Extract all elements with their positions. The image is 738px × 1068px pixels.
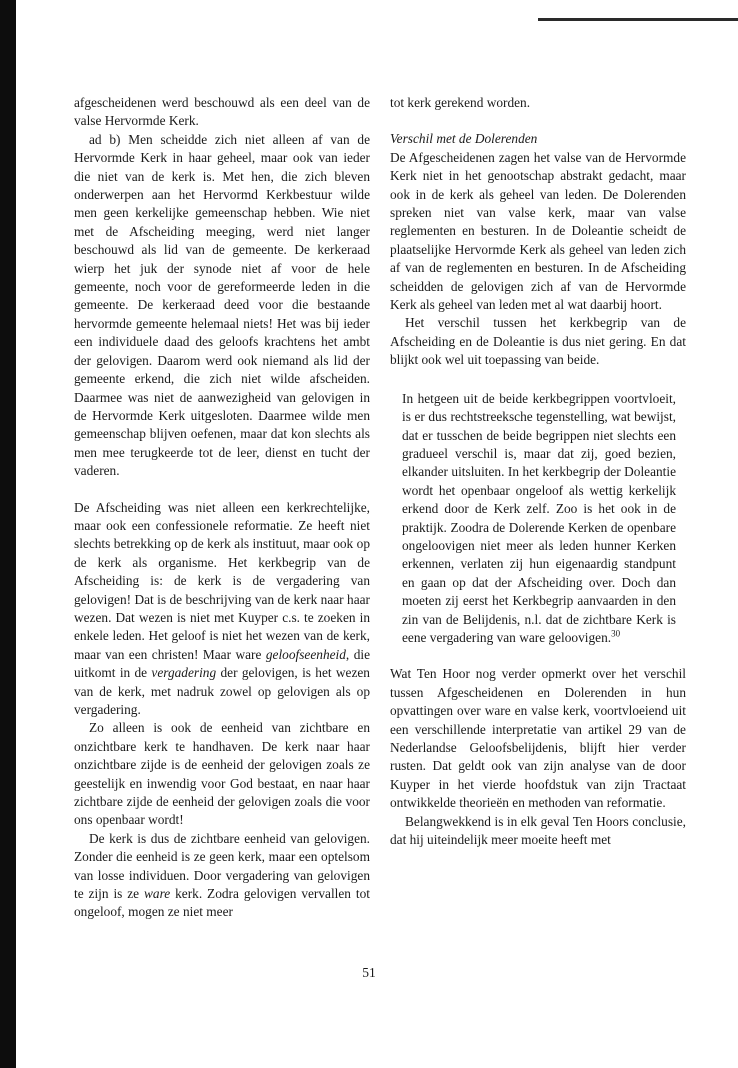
paragraph-5-text-a: De kerk is dus de zichtbare eenheid van gelovigen. Zonder die eenheid is ze geen kerk, maar een optelsom van losse individuen. Door vergadering van gelovigen te zijn is ze (74, 830, 370, 902)
paragraph-2: ad b) Men scheidde zich niet alleen af van de Hervormde Kerk in haar geheel, maar ook van ieder die niet van de kerk is. Met hen, die zich bleven onderwerpen aan het Hervormd Kerkbestuur wilde men geen kerkelijke gemeenschap hebben. Wie niet met de Afscheiding meeging, werd niet langer beschouwd als lid van de gemeente. De kerkeraad wierp het juk der synode niet af voor de hele gemeente, noch voor de gereformeerde leden in die gemeente. De kerkeraad deed voor die bestaande hervormde gemeente helemaal niets! Het was bij ieder een individuele daad des geloofs krachtens het ambt der gelovigen. Daarom werd ook niemand als lid der gemeente erkend, die zich niet wilde afscheiden. Daarmee was niet de aanwezigheid van gelovigen in de Hervormde Kerk uitgesloten. Daarmee wilde men gemeenschap blijven oefenen, maar dat kon slechts als men mee terugkeerde tot de leer, dienst en tucht der vaderen. (74, 131, 370, 479)
paragraph-3-emphasis-2: vergadering (151, 665, 217, 681)
paragraph-verschil: Het verschil tussen het kerkbegrip van de Afscheiding en de Doleantie is dus niet gering. En dat blijkt ook wel uit toepassing van beide. (390, 315, 686, 368)
paragraph-3 (74, 499, 370, 720)
section-heading: Verschil met de Dolerenden (390, 131, 538, 147)
paragraph-3-emphasis-1: geloofseenheid (265, 646, 346, 662)
left-column (74, 94, 370, 922)
block-quote-text: In hetgeen uit de beide kerkbegrippen voortvloeit, is er dus rechtstreeksche tegenstelling, wat bewijst, dat er tusschen de beide begrippen niet slechts een gradueel verschil is, maar dat zij, goed bezien, elkander uitsluiten. In het kerkbegrip der Doleantie wordt het openbaar ongeloof als wettig kerkelijk erkend door de Kerk zelf. Zoo is het ook in de praktijk. Zoodra de Dolerende Kerken de openbare ongeloovigen niet meer als leden hunner Kerken erkennen, verlaten zij hun eigenaardig standpunt en gaan op dat der Afscheiding over. Doch dan moeten zij eerst het Kerkbegrip aanvaarden in den zin van de Belijdenis, n.l. dat de zichtbare Kerk is eene vergadering van ware geloovigen. (402, 390, 676, 645)
paragraph-5-emphasis: ware (144, 886, 171, 902)
paragraph-conclusie: Belangwekkend is in elk geval Ten Hoors conclusie, dat hij uiteindelijk meer moeite heeft met (390, 813, 686, 848)
paragraph-afgescheidenen: De Afgescheidenen zagen het valse van de Hervormde Kerk niet in het genootschap abstrakt gedacht, maar ook in de kerk als geheel van leden. De Dolerenden spreken niet van valse kerk, maar van valse reglementen en besturen. In de Doleantie scheidt de plaatselijke Hervormde Kerk als geheel van leden zich af van de reglementen en besturen. In de Afscheiding scheidden de gelovigen zich af van de Hervormde Kerk als geheel van leden met al wat daarbij hoort. (390, 149, 686, 313)
paragraph-continuation: tot kerk gerekend worden. (390, 95, 531, 110)
paragraph-ten-hoor: Wat Ten Hoor nog verder opmerkt over het verschil tussen Afgescheidenen en Dolerenden in hun opvattingen over ware en valse kerk, voortvloeiend uit een verschillende interpretatie van artikel 29 van de Nederlandse Geloofsbelijdenis, blijft hier verder rusten. Dat geldt ook van zijn analyse van de door Kuyper in het vierde hoofdstuk van zijn Tractaat ontwikkelde theorieën en methoden van reformatie. (390, 666, 686, 811)
right-column (390, 94, 686, 849)
paragraph-3-text-c: der gelovigen, is het wezen van de kerk, met nadruk zowel op gelovigen als op vergadering. (74, 665, 370, 717)
paragraph-5 (74, 830, 370, 922)
paragraph-5-text-b: kerk. Zodra gelovigen vervallen tot ongeloof, mogen ze niet meer (74, 886, 370, 920)
footnote-marker: 30 (611, 628, 621, 639)
header-rule (538, 18, 738, 21)
paragraph-3-text-a: De Afscheiding was niet alleen een kerkrechtelijke, maar ook een confessionele reformatie. Ze heeft niet slechts betrekking op de kerk als instituut, maar ook op de kerk als organisme. Het kerkbegrip van de Afscheiding is: de kerk is de vergadering van gelovigen! Dat is de beschrijving van de kerk naar haar wezen. Dat wezen is niet met Kuyper c.s. te zoeken in enkele leden. Het geloof is niet het wezen van de kerk, maar van een christen! Maar ware (74, 499, 370, 662)
block-quote (402, 390, 676, 648)
paragraph-3-text-b: , die uitkomt in de (74, 646, 370, 681)
paragraph-1: afgescheidenen werd beschouwd als een deel van de valse Hervormde Kerk. (74, 95, 370, 129)
page-number: 51 (362, 965, 376, 980)
scan-edge-bar (0, 0, 16, 1068)
paragraph-4: Zo alleen is ook de eenheid van zichtbare en onzichtbare kerk te handhaven. De kerk naar haar onzichtbare zijde is de eenheid der gelovigen zoals ze geestelijk en inwendig voor God bestaat, en naar haar zichtbare zijde de eenheid der gelovigen zoals die voor ons openbaar wordt! (74, 720, 370, 828)
